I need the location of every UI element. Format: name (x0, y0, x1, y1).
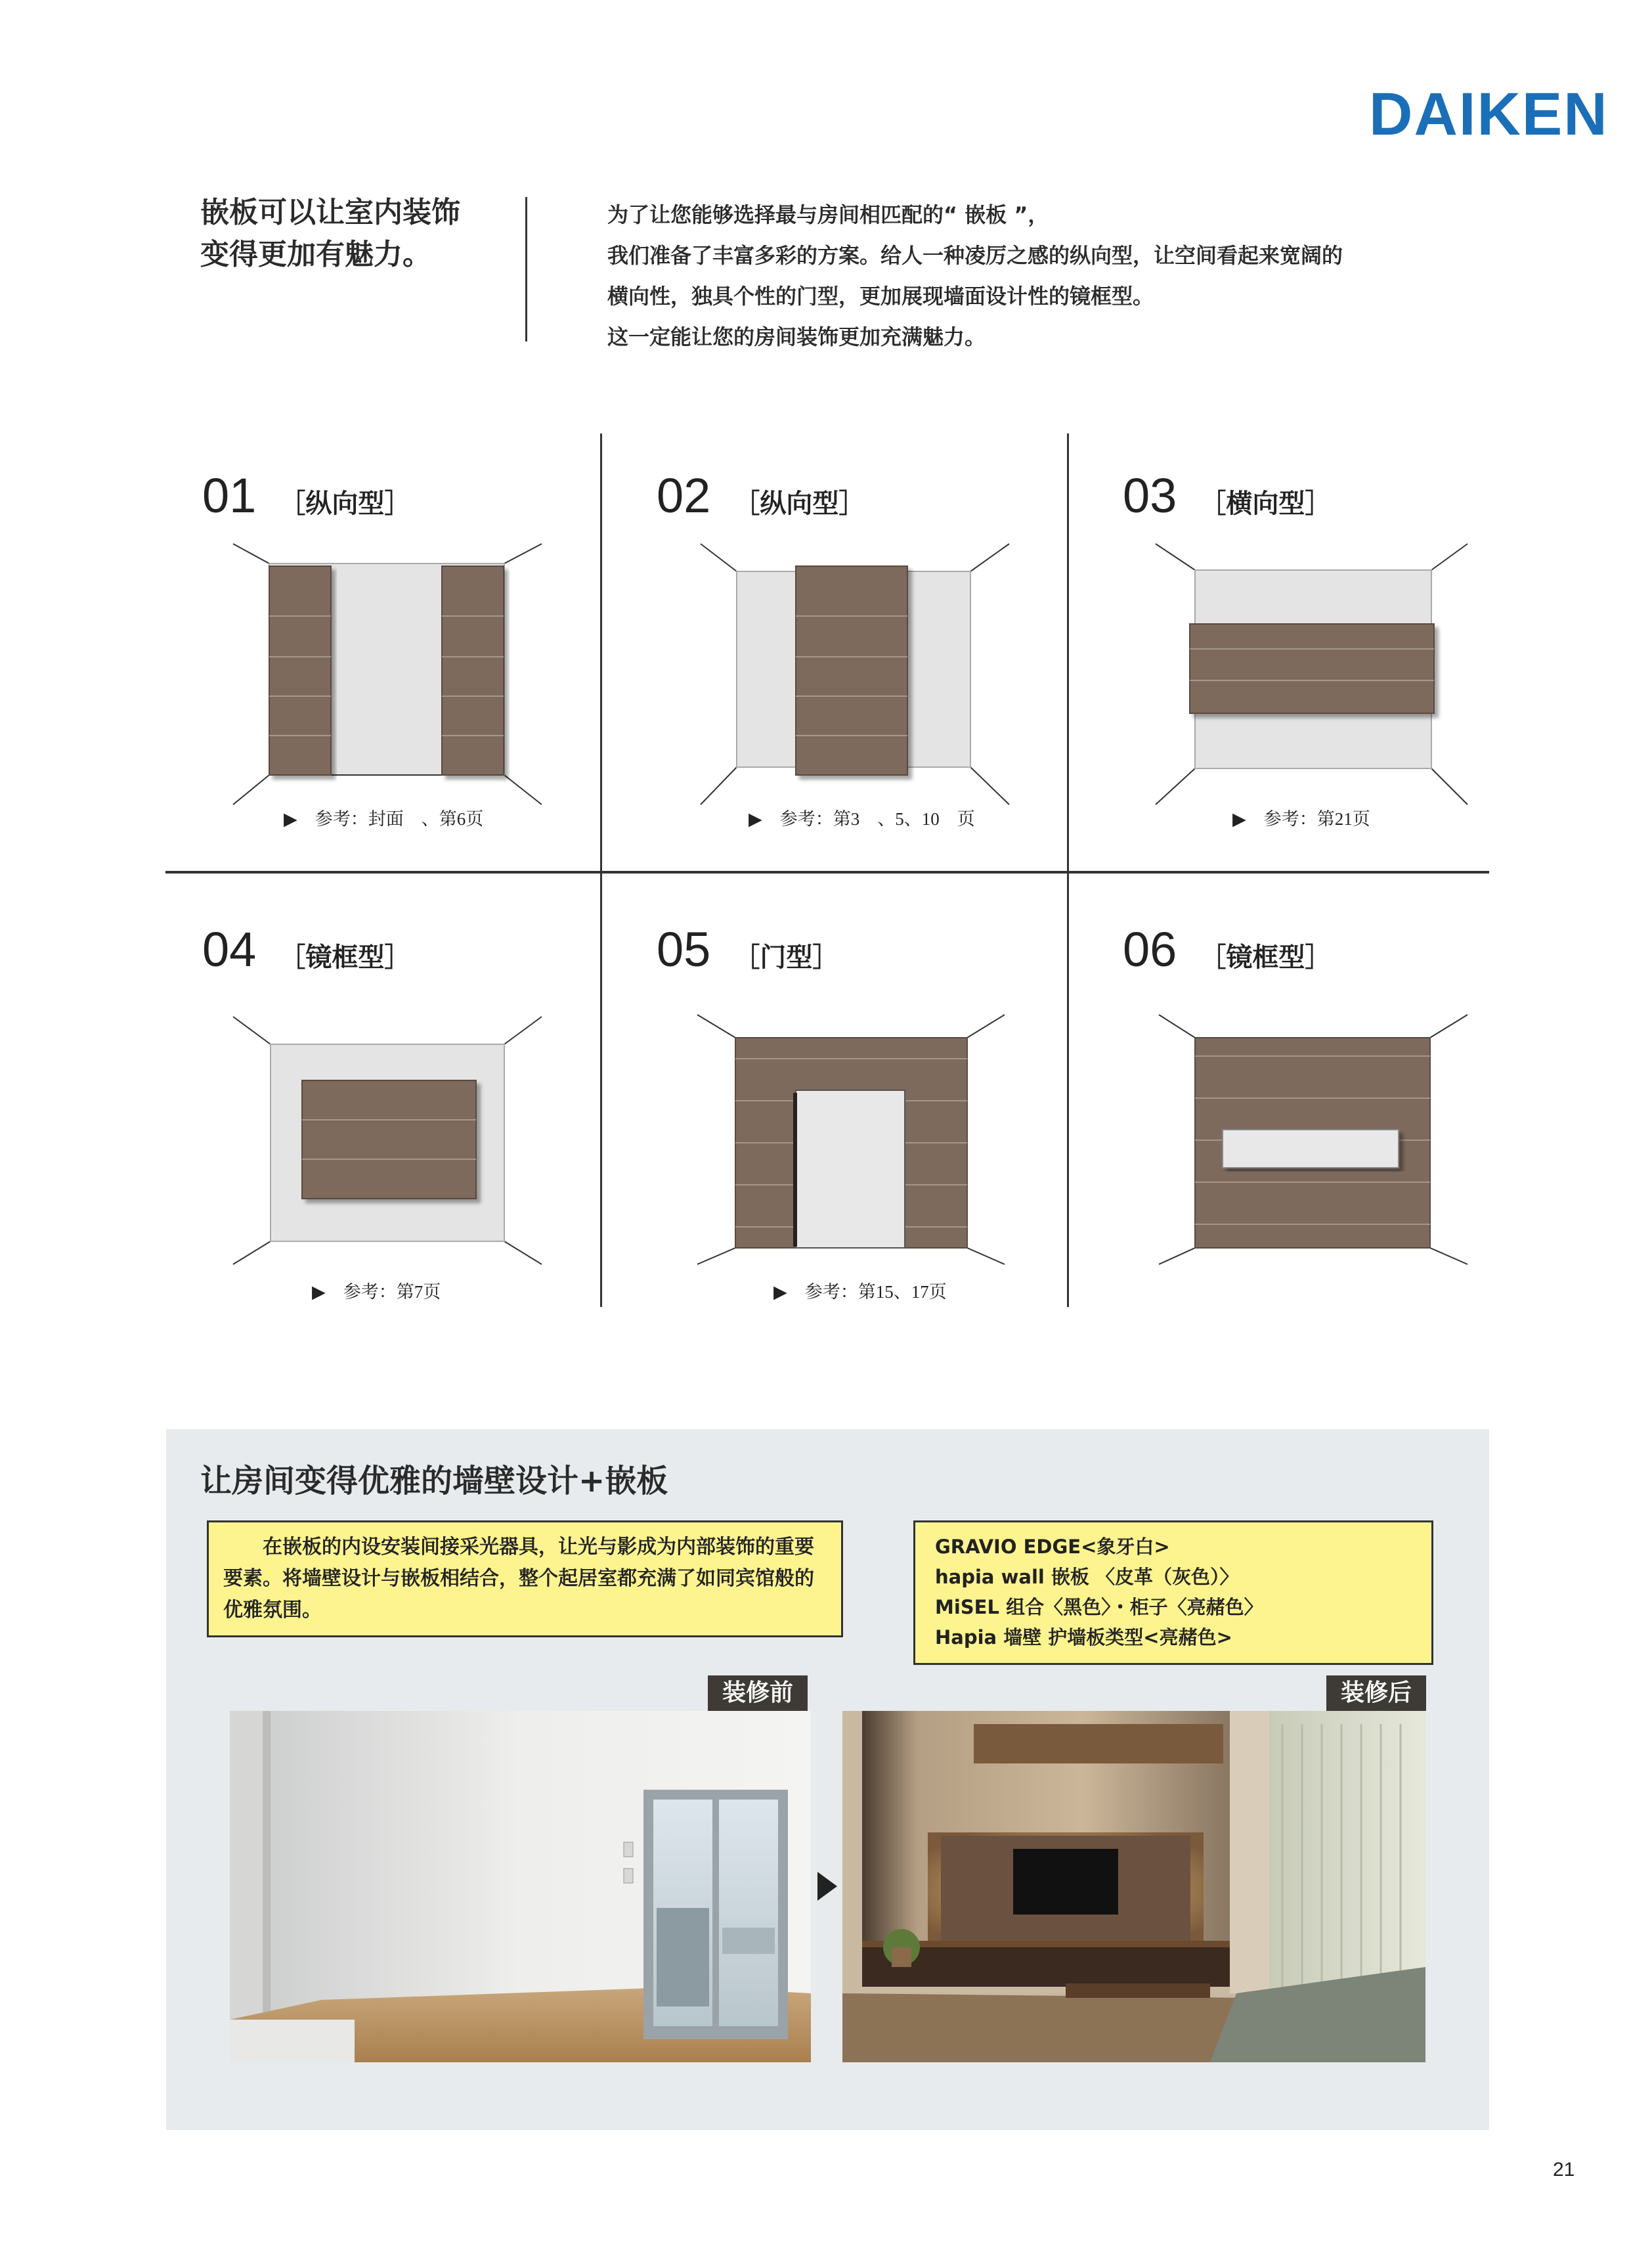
before-label: 装修前 (708, 1675, 808, 1711)
room-06-diagram (1159, 1015, 1467, 1264)
headline-line-1: 嵌板可以让室内装饰 (200, 196, 460, 229)
intro-line: 为了让您能够选择最与房间相匹配的“ 嵌板 ”， (607, 202, 1049, 227)
before-room-photo (230, 1711, 811, 2062)
type-kind: ［纵向型］ (733, 489, 865, 519)
feature-note-box (207, 1520, 843, 1637)
intro-line: 这一定能让您的房间装饰更加充满魅力。 (607, 324, 986, 349)
intro-line: 横向性，独具个性的门型，更加展现墙面设计性的镜框型。 (607, 284, 1154, 309)
type-number: 04 (202, 922, 257, 977)
headline-line-2: 变得更加有魅力。 (200, 238, 431, 271)
feature-title: 让房间变得优雅的墙壁设计+嵌板 (200, 1463, 668, 1499)
room-03-diagram (1156, 544, 1467, 805)
type-04-reference: ▶ 参考：第7页 (312, 1282, 441, 1302)
room-05-diagram (697, 1015, 1005, 1264)
type-kind: ［门型］ (733, 942, 839, 973)
type-number: 03 (1123, 468, 1177, 523)
product-item: hapia wall 嵌板 〈皮革（灰色）〉 (935, 1566, 1239, 1588)
type-kind: ［镜框型］ (279, 942, 411, 973)
product-item: Hapia 墙壁 护墙板类型<亮赭色> (935, 1626, 1232, 1649)
page-number: 21 (1553, 2159, 1575, 2181)
type-number: 01 (202, 468, 257, 523)
type-number: 06 (1123, 922, 1177, 977)
room-01-diagram (233, 544, 542, 805)
type-kind: ［横向型］ (1200, 489, 1332, 519)
type-kind: ［镜框型］ (1200, 942, 1332, 973)
daiken-logo: DAIKEN (1369, 81, 1609, 148)
type-02-reference: ▶ 参考：第3 、5、10 页 (749, 809, 975, 829)
product-item: GRAVIO EDGE<象牙白> (935, 1536, 1170, 1558)
product-item: MiSEL 组合〈黑色〉・柜子〈亮赭色〉 (935, 1596, 1263, 1618)
room-02-diagram (701, 544, 1009, 805)
feature-note-text: 在嵌板的内设安装间接采光器具，让光与影成为内部装饰的重要要素。将墙壁设计与嵌板相结合，整个起居室都充满了如同宾馆般的优雅氛围。 (223, 1536, 814, 1622)
type-number: 05 (657, 922, 711, 977)
panel-right (442, 566, 504, 775)
after-room-photo (842, 1711, 1425, 2062)
room-04-diagram (233, 1017, 542, 1264)
product-list-box (913, 1520, 1433, 1665)
type-number: 02 (657, 468, 711, 523)
panel-left (269, 566, 331, 775)
type-kind: ［纵向型］ (279, 489, 411, 519)
type-03-reference: ▶ 参考：第21页 (1232, 809, 1370, 829)
arrow-right-icon (817, 1872, 837, 1901)
intro-line: 我们准备了丰富多彩的方案。给人一种凌厉之感的纵向型，让空间看起来宽阔的 (607, 243, 1343, 268)
type-05-reference: ▶ 参考：第15、17页 (773, 1282, 947, 1302)
type-01-reference: ▶ 参考：封面 、第6页 (284, 809, 484, 829)
after-label: 装修后 (1326, 1675, 1426, 1711)
